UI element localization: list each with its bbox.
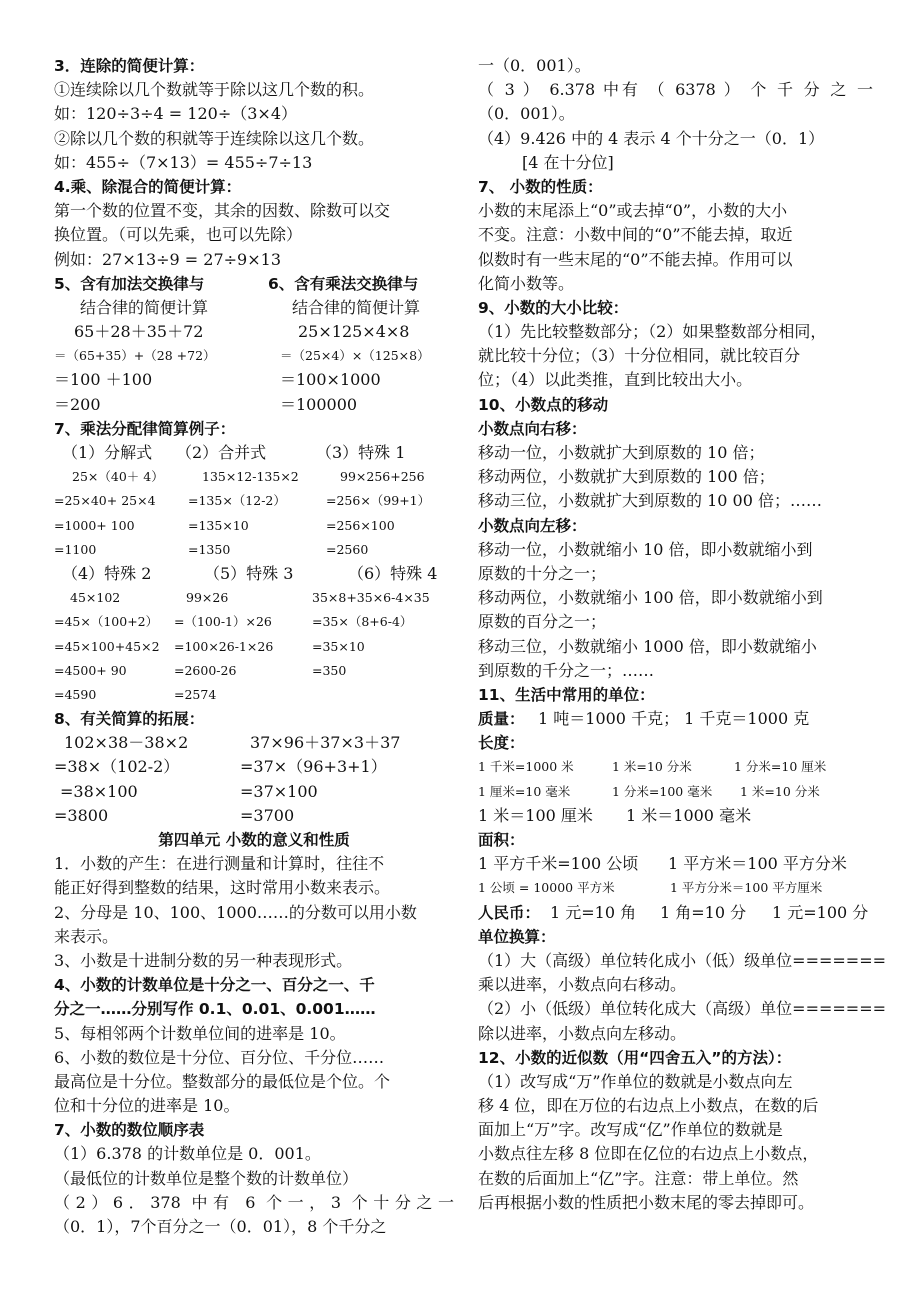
left-text: ②除以几个数的积就等于连续除以这几个数。 <box>54 128 375 148</box>
right-text: 一（0．001）。 <box>478 56 591 75</box>
right-line <box>478 1022 873 1046</box>
left-line <box>54 417 454 441</box>
left-line <box>54 199 454 223</box>
right-line <box>478 1070 873 1094</box>
left-line <box>54 320 454 344</box>
left-line <box>54 127 454 151</box>
right-text: 除以进率，小数点向左移动。 <box>478 1023 687 1043</box>
left-cell: 45×102 <box>70 590 121 606</box>
left-line <box>54 78 454 102</box>
left-cell: ＝（65+35）+（28 +72） <box>54 348 216 364</box>
left-cell: =135×（12-2） <box>188 493 286 509</box>
left-cell: =4500+ 90 <box>54 662 127 678</box>
right-text: 原数的十分之一； <box>478 563 607 583</box>
left-text: 3、小数是十进制分数的另一种表现形式。 <box>54 950 353 970</box>
right-line <box>478 901 873 925</box>
left-cell: 6、含有乘法交换律与 <box>268 274 419 293</box>
left-line <box>54 175 454 199</box>
right-cell: 1 千米=1000 米 <box>478 759 574 775</box>
left-text: 5、每相邻两个计数单位间的进率是 10。 <box>54 1023 346 1043</box>
left-cell: =38×（102-2） <box>54 757 180 777</box>
right-line <box>478 223 873 247</box>
right-line <box>478 852 873 876</box>
right-line <box>478 586 873 610</box>
right-line <box>478 731 873 755</box>
left-cell: 25×（40＋ 4） <box>72 469 164 485</box>
left-line <box>54 755 454 779</box>
left-cell: =135×10 <box>188 517 249 533</box>
right-cell: 1 吨＝1000 千克； 1 千克＝1000 克 <box>538 709 810 729</box>
right-line <box>478 248 873 272</box>
right-text: 后再根据小数的性质把小数末尾的零去掉即可。 <box>478 1192 815 1212</box>
left-text: 最高位是十分位。整数部分的最低位是个位。个 <box>54 1071 391 1091</box>
right-line <box>478 78 873 102</box>
left-cell: =（100-1）×26 <box>174 614 272 630</box>
left-text: 例如：27×13÷9 = 27÷9×13 <box>54 249 282 269</box>
right-text: 就比较十分位；（3）十分位相同，就比较百分 <box>478 346 801 366</box>
right-line <box>478 296 873 320</box>
right-text: 移动三位，小数就扩大到原数的 10 00 倍；…… <box>478 491 822 511</box>
left-text: （1）6.378 的计数单位是 0．001。 <box>54 1144 321 1164</box>
right-line <box>478 1191 873 1215</box>
left-line <box>54 393 454 417</box>
right-text: （1）先比较整数部分；（2）如果整数部分相同， <box>478 322 827 342</box>
right-text: 似数时有一些末尾的“0”不能去掉。作用可以 <box>478 249 793 269</box>
right-line <box>478 1167 873 1191</box>
right-text: 7、 小数的性质： <box>478 177 603 196</box>
right-text: 小数点向左移： <box>478 516 587 535</box>
right-line <box>478 538 873 562</box>
right-text: 位；（4）以此类推，直到比较出大小。 <box>478 370 753 390</box>
right-line <box>478 441 873 465</box>
left-cell: =2574 <box>174 686 217 702</box>
left-text: 4、小数的计数单位是十分之一、百分之一、千 <box>54 976 375 995</box>
left-line <box>54 1191 454 1215</box>
left-line <box>54 538 454 562</box>
right-line <box>478 127 873 151</box>
right-line <box>478 828 873 852</box>
left-cell: =1350 <box>188 541 231 557</box>
left-text: 1．小数的产生：在进行测量和计算时，往往不 <box>54 854 385 874</box>
left-cell: =3800 <box>54 805 109 825</box>
left-line <box>54 828 454 852</box>
right-text: 原数的百分之一； <box>478 612 607 632</box>
right-text: 不变。注意：小数中间的“0”不能去掉，取近 <box>478 225 793 245</box>
right-line <box>478 1142 873 1166</box>
right-text: 化简小数等。 <box>478 273 575 293</box>
left-line <box>54 344 454 368</box>
left-text: 分之一……分别写作 0.1、0.01、0.001…… <box>54 1000 376 1019</box>
right-text: （4）9.426 中的 4 表示 4 个十分之一（0．1） <box>478 128 825 148</box>
left-line <box>54 562 454 586</box>
right-line <box>478 514 873 538</box>
left-cell: （5）特殊 3 <box>204 563 294 583</box>
left-cell: 135×12-135×2 <box>202 469 299 485</box>
left-cell: =35×10 <box>312 638 365 654</box>
left-cell: =4590 <box>54 686 97 702</box>
left-line <box>54 635 454 659</box>
left-line <box>54 973 454 997</box>
right-line <box>478 683 873 707</box>
right-text: 小数点向右移： <box>478 419 587 438</box>
right-line <box>478 780 873 804</box>
left-text: 7、乘法分配律简算例子： <box>54 419 236 438</box>
right-text: 在数的后面加上“亿”字。注意：带上单位。然 <box>478 1168 799 1188</box>
right-line <box>478 876 873 900</box>
right-cell: 1 公顷 = 10000 平方米 <box>478 880 615 896</box>
right-text: 移动两位，小数就缩小 100 倍，即小数就缩小到 <box>478 588 823 608</box>
right-line <box>478 465 873 489</box>
right-line <box>478 659 873 683</box>
left-line <box>54 876 454 900</box>
left-line <box>54 610 454 634</box>
left-line <box>54 465 454 489</box>
left-line <box>54 1070 454 1094</box>
right-cell: 1 平方米＝100 平方分米 <box>668 854 847 874</box>
right-line <box>478 199 873 223</box>
left-line <box>54 248 454 272</box>
left-text: 7、小数的数位顺序表 <box>54 1121 205 1140</box>
left-line <box>54 586 454 610</box>
left-cell: =38×100 <box>60 781 138 801</box>
right-line <box>478 973 873 997</box>
right-line <box>478 610 873 634</box>
right-text: 到原数的千分之一；…… <box>478 660 655 680</box>
right-text: 11、生活中常用的单位： <box>478 685 655 704</box>
right-line <box>478 1094 873 1118</box>
right-text: 乘以进率，小数点向右移动。 <box>478 975 687 995</box>
right-text: 面加上“万”字。改写成“亿”作单位的数就是 <box>478 1120 783 1140</box>
right-cell: 1 米=10 分米 <box>740 783 820 799</box>
left-line <box>54 683 454 707</box>
right-cell: 1 米＝100 厘米 <box>478 805 593 825</box>
right-line <box>478 102 873 126</box>
right-text: 移动三位，小数就缩小 1000 倍，即小数就缩小 <box>478 636 817 656</box>
left-line <box>54 1215 454 1239</box>
left-cell: =2600-26 <box>174 662 237 678</box>
right-line <box>478 368 873 392</box>
left-text: 如：120÷3÷4 = 120÷（3×4） <box>54 104 298 124</box>
left-cell: 99×26 <box>186 590 229 606</box>
right-cell: 1 厘米=10 毫米 <box>478 783 571 799</box>
left-cell: 37×96＋37×3＋37 <box>250 733 401 753</box>
left-cell: ＝200 <box>54 394 101 414</box>
right-cell: 1 米=10 分米 <box>612 759 692 775</box>
right-cell: 1 分米=10 厘米 <box>734 759 827 775</box>
right-text: 12、小数的近似数（用“四舍五入”的方法）： <box>478 1048 792 1067</box>
left-cell: =25×40+ 25×4 <box>54 493 156 509</box>
right-text: 移动一位，小数就缩小 10 倍，即小数就缩小到 <box>478 539 813 559</box>
left-cell: （6）特殊 4 <box>348 563 438 583</box>
left-text: 换位置。（可以先乘，也可以先除） <box>54 225 303 245</box>
right-line <box>478 635 873 659</box>
right-line <box>478 1046 873 1070</box>
right-line <box>478 417 873 441</box>
left-text: 2、分母是 10、100、1000……的分数可以用小数 <box>54 902 417 922</box>
right-text: 小数点往左移 8 位即在亿位的右边点上小数点， <box>478 1144 819 1164</box>
left-line <box>54 1142 454 1166</box>
left-text: （0．1），7个百分之一（0．01），8 个千分之 <box>54 1217 387 1236</box>
left-text: 4.乘、除混合的简便计算： <box>54 177 242 196</box>
left-line <box>54 489 454 513</box>
left-line <box>54 441 454 465</box>
right-line <box>478 489 873 513</box>
left-cell: （2）合并式 <box>176 443 267 462</box>
right-line <box>478 997 887 1021</box>
left-cell: =350 <box>312 662 347 678</box>
left-cell: 结合律的简便计算 <box>292 297 421 317</box>
right-line <box>478 175 873 199</box>
left-line <box>54 368 454 392</box>
left-line <box>54 901 454 925</box>
left-cell: =37×（96+3+1） <box>240 757 387 777</box>
right-text: （2）小（低级）单位转化成大（高级）单位======= <box>478 999 887 1019</box>
left-cell: 99×256+256 <box>340 469 425 485</box>
right-text: 移 4 位，即在万位的右边点上小数点，在数的后 <box>478 1096 819 1116</box>
left-text: 3．连除的简便计算： <box>54 57 205 75</box>
right-line <box>478 755 873 779</box>
left-cell: 结合律的简便计算 <box>80 297 209 317</box>
right-line <box>478 562 873 586</box>
left-cell: =100×26-1×26 <box>174 638 274 654</box>
left-text: 第四单元 小数的意义和性质 <box>158 831 350 849</box>
right-line <box>478 707 873 731</box>
left-cell: ＝（25×4）×（125×8） <box>280 348 430 364</box>
left-line <box>54 780 454 804</box>
left-line <box>54 949 454 973</box>
right-text: （1）大（高级）单位转化成小（低）级单位======= <box>478 950 887 970</box>
right-text: [4 在十分位] <box>522 152 614 172</box>
left-line <box>54 1022 454 1046</box>
left-text: 6、小数的数位是十分位、百分位、千分位…… <box>54 1047 385 1067</box>
right-text: 长度： <box>478 734 525 753</box>
right-cell: 1 元=10 角 <box>550 902 637 922</box>
right-column <box>478 54 887 1215</box>
right-line <box>478 151 873 175</box>
right-cell: 1 元=100 分 <box>772 902 869 922</box>
left-text: ①连续除以几个数就等于除以这几个数的积。 <box>54 80 375 100</box>
right-text: 移动一位，小数就扩大到原数的 10 倍； <box>478 443 765 462</box>
right-text: 10、小数点的移动 <box>478 395 609 414</box>
right-cell: 1 平方分米＝100 平方厘米 <box>670 880 823 896</box>
left-cell: =35×（8+6-4） <box>312 614 413 630</box>
right-cell: 1 角=10 分 <box>660 902 747 922</box>
left-line <box>54 151 454 175</box>
left-line <box>54 514 454 538</box>
right-line <box>478 1118 873 1142</box>
left-cell: 5、含有加法交换律与 <box>54 274 205 293</box>
left-line <box>54 1094 454 1118</box>
left-cell: =3700 <box>240 805 295 825</box>
left-line <box>54 659 454 683</box>
left-line <box>54 804 454 828</box>
right-text: （ 3 ） 6.378 中有 （ 6378 ） 个 千 分 之 一 <box>478 80 873 100</box>
left-cell: 102×38－38×2 <box>64 733 189 753</box>
left-cell: （1）分解式 <box>62 443 153 462</box>
right-line <box>478 393 873 417</box>
right-cell: 1 平方千米=100 公顷 <box>478 854 639 874</box>
left-cell: ＝100 ＋100 <box>54 370 153 390</box>
left-cell: （3）特殊 1 <box>316 443 406 462</box>
left-line <box>54 707 454 731</box>
left-line <box>54 852 454 876</box>
left-cell: ＝100000 <box>280 394 358 414</box>
left-line <box>54 1167 454 1191</box>
right-text: （1）改写成“万”作单位的数就是小数点向左 <box>478 1071 793 1091</box>
left-text: 来表示。 <box>54 926 119 946</box>
right-text: 小数的末尾添上“0”或去掉“0”，小数的大小 <box>478 201 788 221</box>
left-cell: =1000+ 100 <box>54 517 135 533</box>
right-cell: 质量： <box>478 710 525 729</box>
left-cell: =45×（100+2） <box>54 614 159 630</box>
left-cell: =256×100 <box>326 517 395 533</box>
left-text: 位和十分位的进率是 10。 <box>54 1096 240 1116</box>
right-line <box>478 949 887 973</box>
left-line <box>54 102 454 126</box>
right-line <box>478 344 873 368</box>
left-line <box>54 925 454 949</box>
left-text: 如：455÷（7×13）= 455÷7÷13 <box>54 152 313 172</box>
left-text: （2）6．378 中有 6 个一，3 个十分之一 <box>54 1192 454 1212</box>
right-text: 单位换算： <box>478 927 556 946</box>
left-cell: =1100 <box>54 541 97 557</box>
left-text: （最低位的计数单位是整个数的计数单位） <box>54 1168 359 1188</box>
right-text: 面积： <box>478 831 525 849</box>
left-line <box>54 272 454 296</box>
left-text: 能正好得到整数的结果，这时常用小数来表示。 <box>54 878 391 898</box>
left-text: 8、有关简算的拓展： <box>54 710 205 729</box>
left-cell: =37×100 <box>240 781 318 801</box>
right-text: （0．001）。 <box>478 104 575 124</box>
right-cell: 1 分米=100 毫米 <box>612 783 713 799</box>
left-line <box>54 731 454 755</box>
right-cell: 1 米＝1000 毫米 <box>626 805 752 825</box>
left-cell: 65＋28＋35＋72 <box>74 322 204 342</box>
left-line <box>54 1046 454 1070</box>
left-cell: =45×100+45×2 <box>54 638 160 654</box>
left-line <box>54 296 454 320</box>
left-line <box>54 997 454 1021</box>
left-line <box>54 1118 454 1142</box>
left-line <box>54 54 454 78</box>
left-cell: =256×（99+1） <box>326 493 431 509</box>
left-cell: （4）特殊 2 <box>62 563 152 583</box>
left-cell: =2560 <box>326 541 369 557</box>
left-cell: 25×125×4×8 <box>298 322 410 342</box>
right-text: 移动两位，小数就扩大到原数的 100 倍； <box>478 467 775 487</box>
right-line <box>478 320 873 344</box>
right-line <box>478 925 873 949</box>
right-text: 9、小数的大小比较： <box>478 298 629 317</box>
right-line <box>478 804 873 828</box>
right-line <box>478 54 873 78</box>
left-text: 第一个数的位置不变，其余的因数、除数可以交 <box>54 201 391 221</box>
right-cell: 人民币： <box>478 903 541 922</box>
left-line <box>54 223 454 247</box>
right-line <box>478 272 873 296</box>
left-column <box>54 54 454 1239</box>
left-cell: ＝100×1000 <box>280 370 381 390</box>
left-cell: 35×8+35×6-4×35 <box>312 590 430 606</box>
